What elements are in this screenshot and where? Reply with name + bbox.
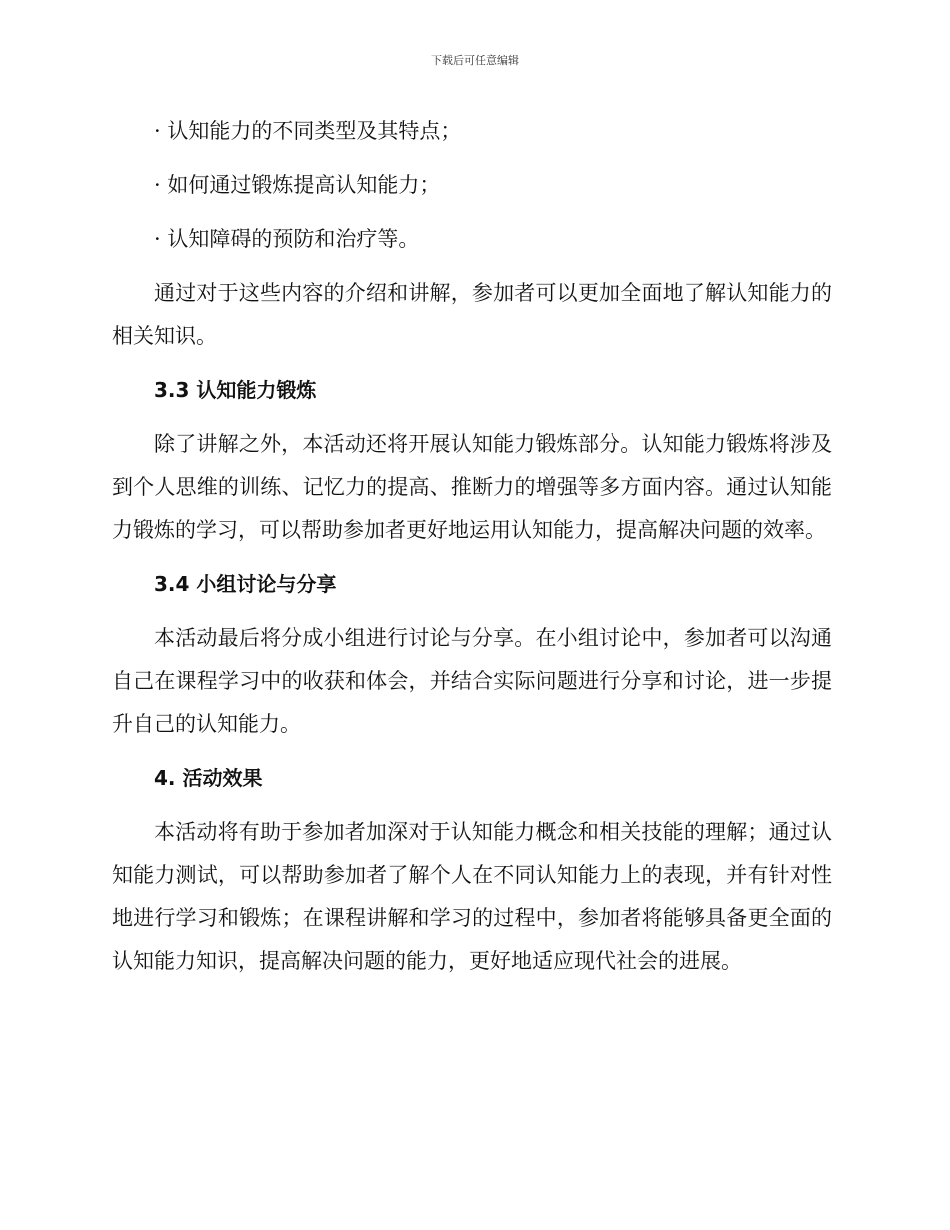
paragraph-section-3-3: 除了讲解之外，本活动还将开展认知能力锻炼部分。认知能力锻炼将涉及到个人思维的训练、记忆力的提高、推断力的增强等多方面内容。通过认知能力锻炼的学习，可以帮助参加者更好地运用认知能力，提高解决问题的效率。 (112, 432, 832, 542)
heading-4: 4. 活动效果 (154, 766, 263, 790)
heading-3-4: 3.4 小组讨论与分享 (154, 572, 337, 596)
heading-3-3: 3.3 认知能力锻炼 (154, 378, 317, 402)
paragraph-intro-summary: 通过对于这些内容的介绍和讲解，参加者可以更加全面地了解认知能力的相关知识。 (112, 281, 832, 348)
paragraph-section-4: 本活动将有助于参加者加深对于认知能力概念和相关技能的理解；通过认知能力测试，可以帮助参加者了解个人在不同认知能力上的表现，并有针对性地进行学习和锻炼；在课程讲解和学习的过程中，参加者将能够具备更全面的认知能力知识，提高解决问题的能力，更好地适应现代社会的进展。 (112, 820, 832, 973)
bullet-item-3: · 认知障碍的预防和治疗等。 (154, 227, 420, 251)
document-body (112, 110, 832, 994)
bullet-item-1: · 认知能力的不同类型及其特点； (154, 119, 462, 143)
page-header: 下载后可任意编辑 (431, 54, 519, 67)
bullet-item-2: · 如何通过锻炼提高认知能力； (154, 173, 441, 197)
paragraph-section-3-4: 本活动最后将分成小组进行讨论与分享。在小组讨论中，参加者可以沟通自己在课程学习中的收获和体会，并结合实际问题进行分享和讨论，进一步提升自己的认知能力。 (112, 626, 832, 736)
